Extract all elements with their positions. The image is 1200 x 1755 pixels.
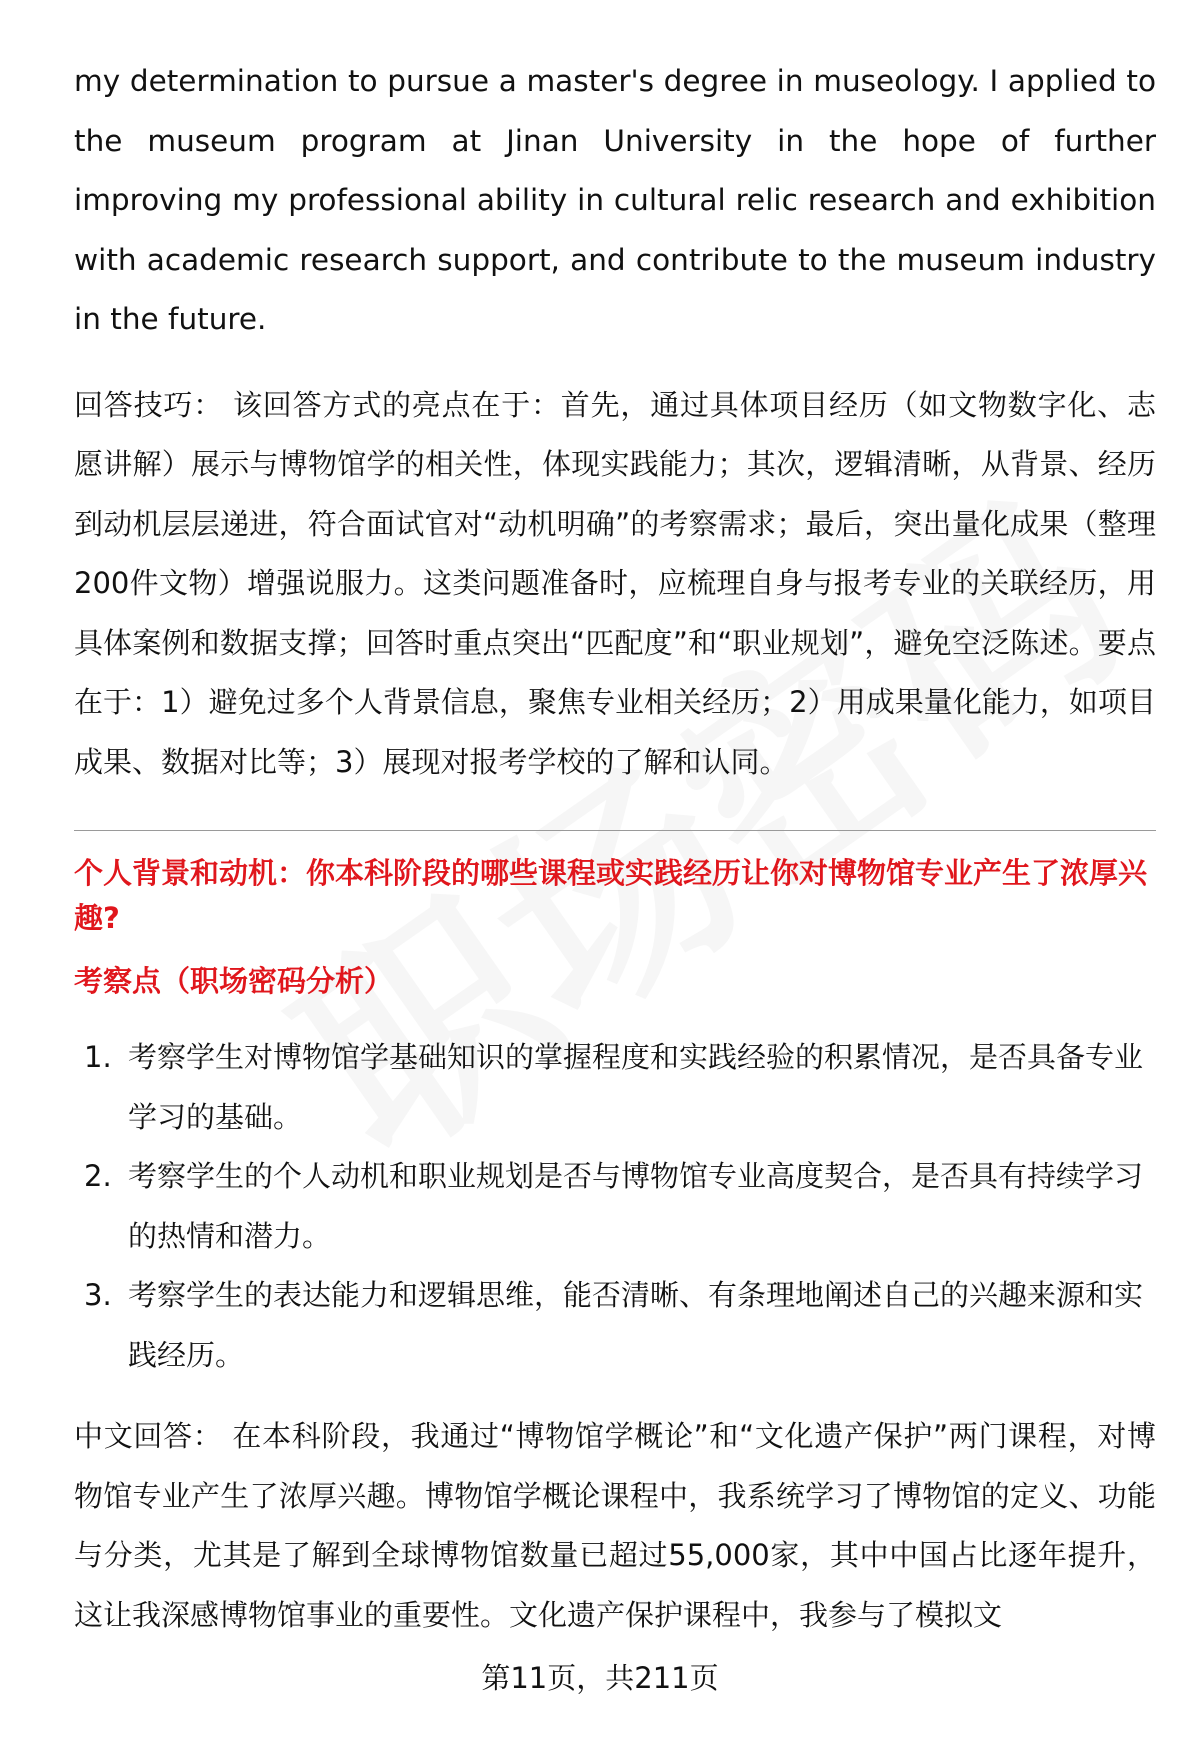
list-item-number: 3. xyxy=(84,1278,112,1312)
answer-tips-paragraph: 回答技巧： 该回答方式的亮点在于：首先，通过具体项目经历（如文物数字化、志愿讲解）展示与博物馆学的相关性，体现实践能力；其次，逻辑清晰，从背景、经历到动机层层递进，符合面试官对“动机明确”的考察需求；最后，突出量化成果（整理200件文物）增强说服力。这类问题准备时，应梳理自身与报考专业的关联经历，用具体案例和数据支撑；回答时重点突出“匹配度”和“职业规划”，避免空泛陈述。要点在于：1）避免过多个人背景信息，聚焦专业相关经历；2）用成果量化能力，如项目成果、数据对比等；3）展现对报考学校的了解和认同。 xyxy=(74,387,1156,779)
page-number-footer: 第11页，共211页 xyxy=(481,1661,719,1695)
list-item-text: 考察学生的个人动机和职业规划是否与博物馆专业高度契合，是否具有持续学习的热情和潜力。 xyxy=(128,1159,1144,1253)
list-item-number: 1. xyxy=(84,1040,112,1074)
list-item-text: 考察学生对博物馆学基础知识的掌握程度和实践经验的积累情况，是否具备专业学习的基础。 xyxy=(128,1040,1144,1134)
list-item xyxy=(74,1266,1156,1385)
list-item xyxy=(74,1147,1156,1266)
list-item xyxy=(74,1028,1156,1147)
english-answer-paragraph: my determination to pursue a master's degree in museology. I applied to the museum program at Jinan University in the hope of further improving my professional ability in cultural relic research and exhibition with academic research support, and contribute to the museum industry in the future. xyxy=(74,64,1156,336)
chinese-answer-paragraph: 中文回答： 在本科阶段，我通过“博物馆学概论”和“文化遗产保护”两门课程，对博物馆专业产生了浓厚兴趣。博物馆学概论课程中，我系统学习了博物馆的定义、功能与分类，尤其是了解到全球博物馆数量已超过55,000家，其中中国占比逐年提升，这让我深感博物馆事业的重要性。文化遗产保护课程中，我参与了模拟文 xyxy=(74,1419,1156,1632)
assessment-heading: 考察点（职场密码分析） xyxy=(74,964,394,998)
question-heading: 个人背景和动机：你本科阶段的哪些课程或实践经历让你对博物馆专业产生了浓厚兴趣? xyxy=(74,856,1148,935)
assessment-list xyxy=(74,1028,1156,1385)
section-divider xyxy=(74,830,1156,831)
page-content xyxy=(74,52,1156,1645)
list-item-text: 考察学生的表达能力和逻辑思维，能否清晰、有条理地阐述自己的兴趣来源和实践经历。 xyxy=(128,1278,1144,1372)
list-item-number: 2. xyxy=(84,1159,112,1193)
